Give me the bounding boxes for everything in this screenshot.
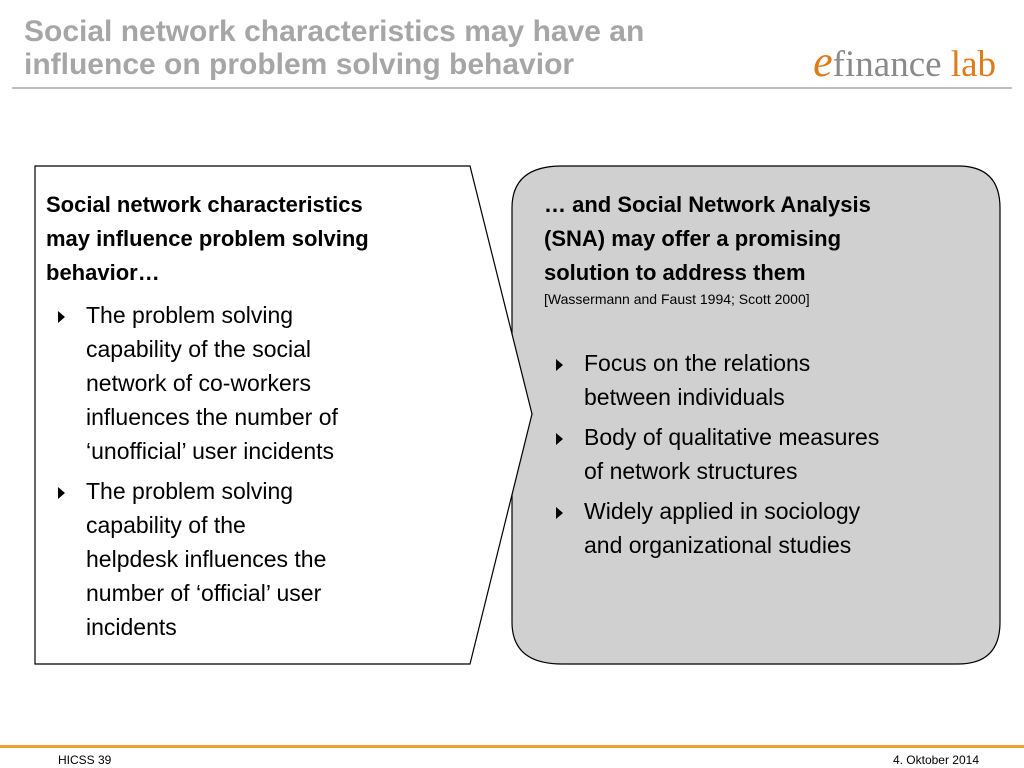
left-heading-line: Social network characteristics bbox=[46, 192, 363, 217]
bullet-line: capability of the social bbox=[86, 336, 312, 362]
footer-date: 4. Oktober 2014 bbox=[892, 753, 979, 767]
bullet-line: The problem solving bbox=[86, 302, 294, 328]
bullet-line: between individuals bbox=[584, 384, 785, 410]
left-heading-line: may influence problem solving bbox=[46, 226, 369, 251]
list-item bbox=[46, 474, 466, 644]
list-item bbox=[544, 420, 974, 488]
bullet-line: and organizational studies bbox=[584, 532, 852, 558]
reference-citation: [Wassermann and Faust 1994; Scott 2000] bbox=[544, 291, 810, 307]
footer-conference: HICSS 39 bbox=[58, 753, 112, 767]
bullet-arrow-icon bbox=[58, 311, 65, 323]
bullet-line: The problem solving bbox=[86, 478, 294, 504]
right-heading-line: solution to address them bbox=[544, 260, 806, 285]
bullet-arrow-icon bbox=[556, 359, 563, 371]
footer-divider bbox=[0, 745, 1024, 748]
bullet-line: ‘unofficial’ user incidents bbox=[86, 438, 335, 464]
right-heading-line: … and Social Network Analysis bbox=[544, 192, 871, 217]
left-heading bbox=[46, 188, 466, 290]
logo-e: e bbox=[813, 37, 833, 86]
list-item bbox=[544, 346, 974, 414]
right-heading-line: (SNA) may offer a promising bbox=[544, 226, 842, 251]
slide-title-line-1: Social network characteristics may have an bbox=[24, 15, 645, 48]
right-bullet-list bbox=[544, 346, 974, 562]
logo-finance: finance bbox=[832, 44, 942, 85]
right-panel bbox=[544, 188, 974, 568]
bullet-line: network of co-workers bbox=[86, 370, 311, 396]
bullet-line: incidents bbox=[86, 614, 177, 640]
bullet-arrow-icon bbox=[556, 507, 563, 519]
bullet-line: number of ‘official’ user bbox=[86, 580, 322, 606]
slide-title-line-2: influence on problem solving behavior bbox=[24, 48, 575, 81]
bullet-arrow-icon bbox=[58, 487, 65, 499]
bullet-line: helpdesk influences the bbox=[86, 546, 327, 572]
bullet-line: of network structures bbox=[584, 458, 798, 484]
bullet-line: Focus on the relations bbox=[584, 350, 811, 376]
logo-lab: lab bbox=[950, 44, 996, 85]
left-heading-line: behavior… bbox=[46, 260, 160, 285]
bullet-arrow-icon bbox=[556, 433, 563, 445]
right-heading bbox=[544, 188, 974, 290]
bullet-line: Body of qualitative measures bbox=[584, 424, 880, 450]
bullet-line: capability of the bbox=[86, 512, 246, 538]
list-item bbox=[46, 298, 466, 468]
left-bullet-list bbox=[46, 298, 466, 644]
left-panel bbox=[46, 188, 466, 650]
list-item bbox=[544, 494, 974, 562]
bullet-line: influences the number of bbox=[86, 404, 338, 430]
bullet-line: Widely applied in sociology bbox=[584, 498, 861, 524]
